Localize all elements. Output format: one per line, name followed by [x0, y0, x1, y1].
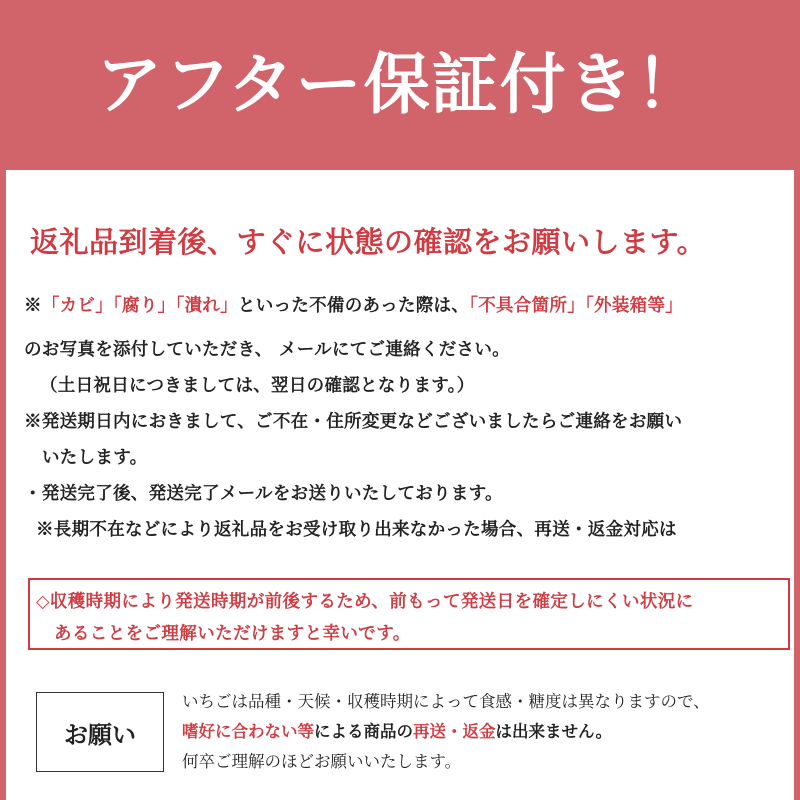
refund-note: 再送・返金 [413, 722, 496, 741]
request-label-box [36, 692, 164, 772]
request-label: お願い [64, 719, 136, 749]
request-line-2-mid: による商品の [314, 722, 413, 741]
notice-line-7: ※長期不在などにより返礼品をお受け取り出来なかった場合、再送・返金対応は [36, 520, 677, 540]
shipping-notice-line-2: あることをご理解いただけますと幸いです。 [54, 624, 411, 644]
line1-prefix: ※ [24, 296, 42, 316]
preference-note: 嗜好に合わない等 [182, 722, 314, 741]
notice-line-4: ※発送期日内におきまして、ご不在・住所変更などございましたらご連絡をお願い [24, 412, 683, 432]
headline: 返礼品到着後、すぐに状態の確認をお願いします。 [30, 225, 707, 259]
notice-line-1 [24, 292, 683, 317]
notice-line-2: のお写真を添付していただき、 メールにてご連絡ください。 [24, 340, 510, 360]
content-panel [6, 170, 794, 800]
notice-line-3: （土日祝日につきましては、翌日の確認となります。） [40, 376, 475, 396]
request-line-2 [182, 718, 612, 742]
photo-targets: 「不具合箇所」「外装箱等」 [469, 296, 684, 316]
line1-mid: といった不備のあった際は、 [237, 296, 470, 316]
notice-line-5: いたします。 [42, 448, 148, 468]
defect-types: 「カビ」「腐り」「潰れ」 [41, 296, 238, 316]
shipping-notice-box [28, 578, 790, 650]
notice-line-6: ・発送完了後、発送完了メールをお送りいたしております。 [24, 484, 503, 504]
header-title: アフター保証付き！ [96, 44, 704, 123]
header-banner [0, 0, 800, 170]
request-line-3: 何卒ご理解のほどお願いいたします。 [182, 752, 462, 771]
request-line-1: いちごは品種・天候・収穫時期によって食感・糖度は異なりますので、 [182, 692, 710, 711]
shipping-notice-line-1: ◇収穫時期により発送時期が前後するため、前もって発送日を確定しにくい状況に [36, 592, 694, 612]
request-line-2-end: は出来ません。 [495, 722, 612, 741]
